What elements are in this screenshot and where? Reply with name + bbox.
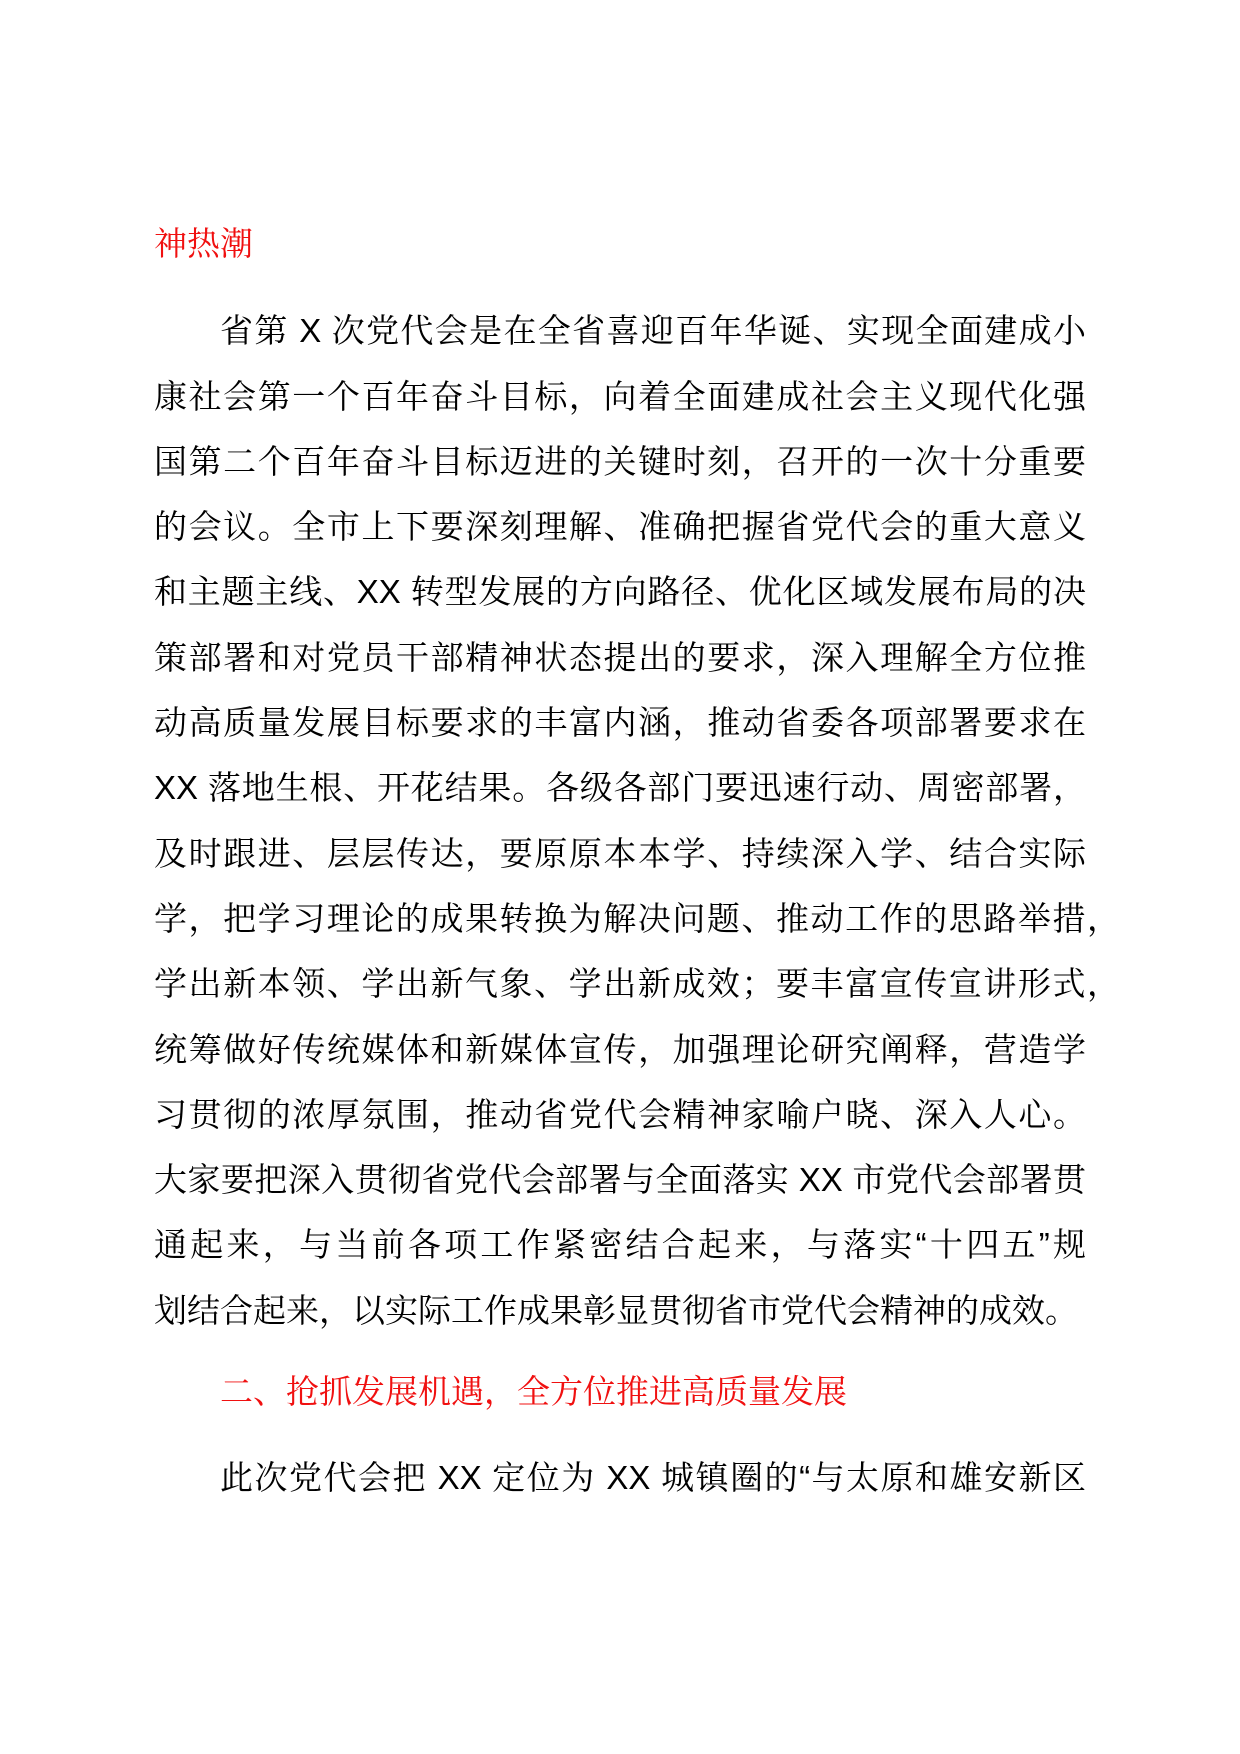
paragraph-line: 统筹做好传统媒体和新媒体宣传，加强理论研究阐释，营造学	[154, 1030, 1086, 1068]
document-body	[154, 211, 1120, 1511]
paragraph-line: 动高质量发展目标要求的丰富内涵，推动省委各项部署要求在	[154, 704, 1086, 742]
paragraph-line: 习贯彻的浓厚氛围，推动省党代会精神家喻户晓、深入人心。	[154, 1095, 1086, 1133]
paragraph-line: 国第二个百年奋斗目标迈进的关键时刻，召开的一次十分重要	[154, 442, 1086, 480]
paragraph-line: 大家要把深入贯彻省党代会部署与全面落实 XX 市党代会部署贯	[154, 1161, 1086, 1199]
paragraph-line: 康社会第一个百年奋斗目标，向着全面建成社会主义现代化强	[154, 377, 1086, 415]
section-heading: 二、抢抓发展机遇，全方位推进高质量发展	[220, 1373, 847, 1411]
paragraph-line: 通起来，与当前各项工作紧密结合起来，与落实“十四五”规	[154, 1226, 1086, 1264]
paragraph-line: 学，把学习理论的成果转换为解决问题、推动工作的思路举措，	[154, 899, 1120, 937]
continued-heading: 神热潮	[154, 225, 253, 262]
paragraph-line: 的会议。全市上下要深刻理解、准确把握省党代会的重大意义	[154, 508, 1086, 546]
paragraph-2	[154, 1445, 1086, 1510]
paragraph-line: 此次党代会把 XX 定位为 XX 城镇圈的“与太原和雄安新区	[220, 1459, 1086, 1497]
paragraph-line: 及时跟进、层层传达，要原原本本学、持续深入学、结合实际	[154, 834, 1086, 872]
paragraph-line: 策部署和对党员干部精神状态提出的要求，深入理解全方位推	[154, 638, 1086, 676]
paragraph-line: 学出新本领、学出新气象、学出新成效；要丰富宣传宣讲形式，	[154, 965, 1120, 1003]
paragraph-line: XX 落地生根、开花结果。各级各部门要迅速行动、周密部署，	[154, 769, 1086, 807]
paragraph-line: 和主题主线、XX 转型发展的方向路径、优化区域发展布局的决	[154, 573, 1086, 611]
paragraph-line: 划结合起来，以实际工作成果彰显贯彻省市党代会精神的成效。	[154, 1291, 1078, 1329]
paragraph-1	[154, 298, 1120, 1343]
paragraph-line: 省第 X 次党代会是在全省喜迎百年华诞、实现全面建成小	[220, 312, 1086, 350]
